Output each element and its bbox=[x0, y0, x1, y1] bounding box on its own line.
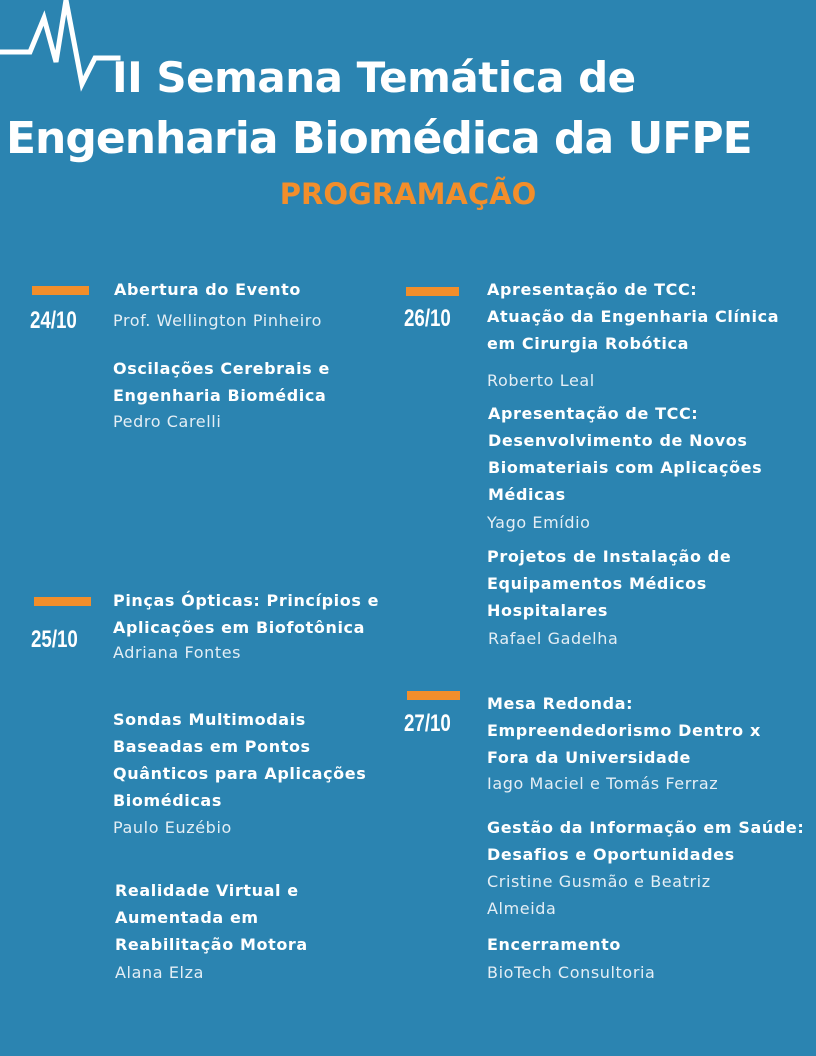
talk-title: Mesa Redonda: Empreendedorismo Dentro x Fora da Universidade bbox=[487, 694, 761, 767]
date-marker-bar bbox=[406, 287, 459, 296]
talk-title: Pinças Ópticas: Princípios e Aplicações em Biofotônica bbox=[113, 591, 380, 637]
day-date: 24/10 bbox=[30, 307, 77, 334]
date-marker-bar bbox=[407, 691, 460, 700]
date-marker-bar bbox=[32, 286, 89, 295]
talk-title: Abertura do Evento bbox=[114, 280, 301, 299]
talk-speaker: Rafael Gadelha bbox=[488, 629, 619, 648]
talk-speaker: Adriana Fontes bbox=[113, 643, 242, 662]
talk-speaker: Alana Elza bbox=[115, 963, 204, 982]
talk-title: Sondas Multimodais Baseadas em Pontos Quânticos para Aplicações Biomédicas bbox=[113, 710, 367, 810]
day-date: 26/10 bbox=[404, 305, 451, 332]
talk-speaker: BioTech Consultoria bbox=[487, 963, 656, 982]
talk-speaker: Cristine Gusmão e Beatriz Almeida bbox=[487, 872, 711, 918]
talk-speaker: Pedro Carelli bbox=[113, 412, 222, 431]
program-subtitle: PROGRAMAÇÃO bbox=[279, 177, 537, 211]
event-title-line-1: II Semana Temática de bbox=[112, 53, 636, 102]
talk-title: Gestão da Informação em Saúde: Desafios e Oportunidades bbox=[487, 818, 805, 864]
talk-title: Oscilações Cerebrais e Engenharia Biomédica bbox=[113, 359, 330, 405]
talk-speaker: Paulo Euzébio bbox=[113, 818, 232, 837]
talk-speaker: Prof. Wellington Pinheiro bbox=[113, 311, 322, 330]
date-marker-bar bbox=[34, 597, 91, 606]
talk-speaker: Iago Maciel e Tomás Ferraz bbox=[487, 774, 719, 793]
day-date: 25/10 bbox=[31, 626, 78, 653]
day-date: 27/10 bbox=[404, 710, 451, 737]
event-title-line-2: Engenharia Biomédica da UFPE bbox=[6, 113, 752, 164]
talk-title: Encerramento bbox=[487, 935, 621, 954]
talk-title: Apresentação de TCC: Atuação da Engenharia Clínica em Cirurgia Robótica bbox=[487, 280, 780, 353]
talk-title: Realidade Virtual e Aumentada em Reabilitação Motora bbox=[115, 881, 308, 954]
talk-speaker: Roberto Leal bbox=[487, 371, 595, 390]
talk-speaker: Yago Emídio bbox=[487, 513, 591, 532]
talk-title: Projetos de Instalação de Equipamentos Médicos Hospitalares bbox=[487, 547, 732, 620]
talk-title: Apresentação de TCC: Desenvolvimento de Novos Biomateriais com Aplicações Médicas bbox=[488, 404, 763, 504]
